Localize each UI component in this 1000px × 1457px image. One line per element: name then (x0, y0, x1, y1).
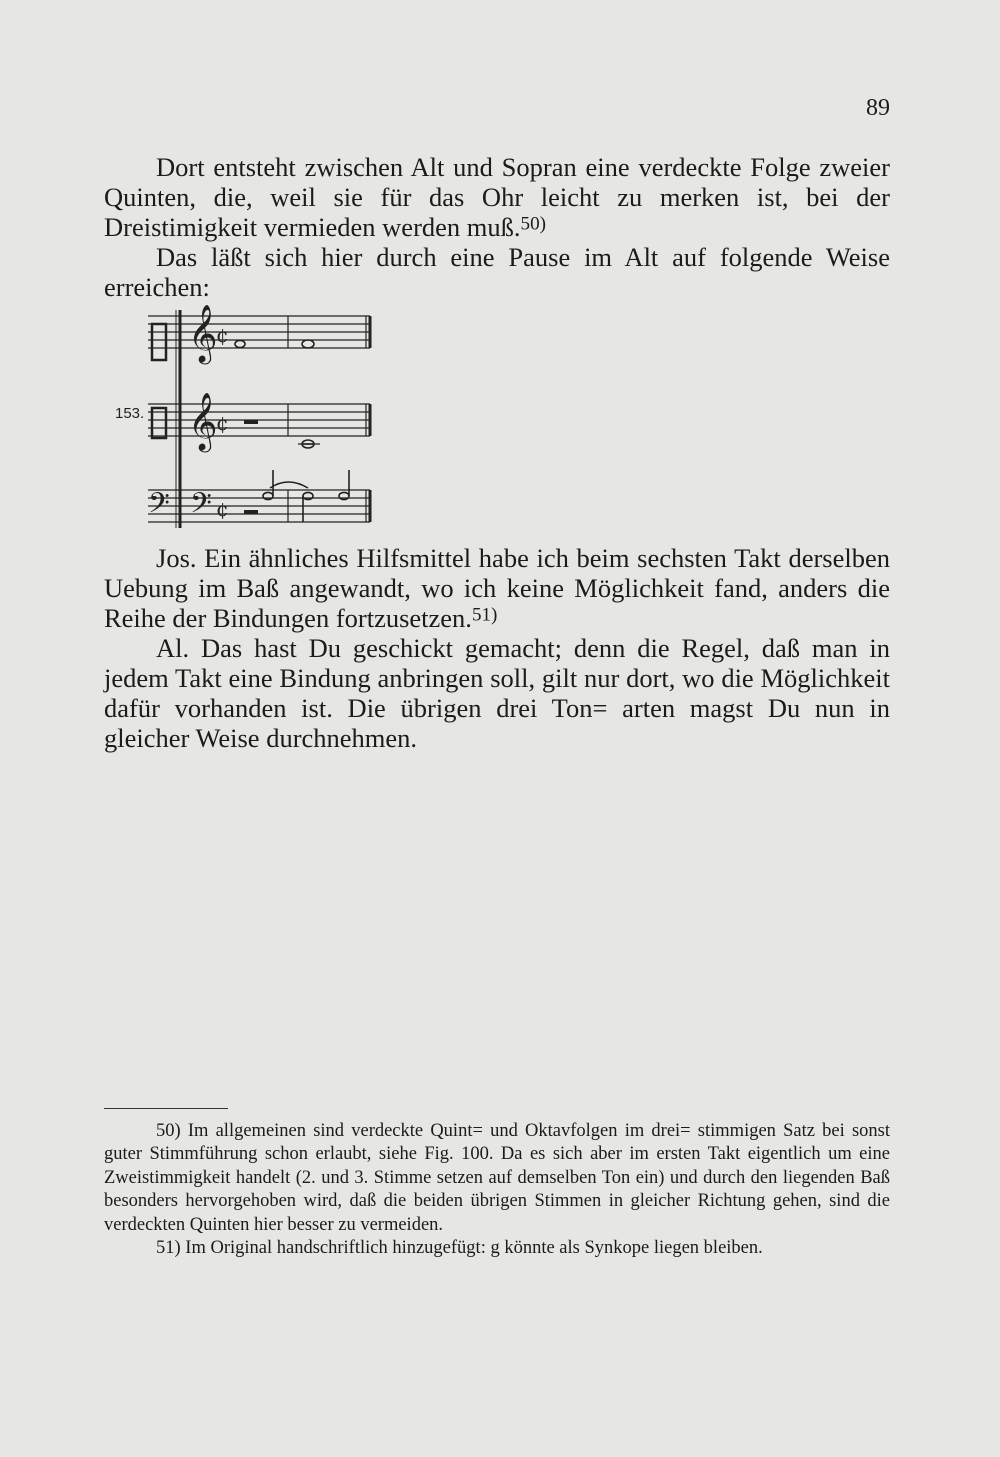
tie (270, 482, 308, 488)
common-time-icon: ¢ (216, 323, 229, 347)
bass-clef-icon: 𝄢 (190, 487, 212, 527)
text-block-bottom (104, 543, 890, 753)
paragraph-text: Dort entsteht zwischen Alt und Sopran eine verdeckte Folge zweier Quinten, die, weil sie für das Ohr leicht zu merken ist, bei der Dreistimigkeit vermieden werden muß. (104, 152, 890, 242)
paragraph (104, 543, 890, 633)
footnote-51: 51) Im Original handschriftlich hinzugefügt: g könnte als Synkope liegen bleiben. (156, 1238, 763, 1259)
example-label: 153. (115, 405, 145, 422)
footnote-50: 50) Im allgemeinen sind verdeckte Quint= und Oktavfolgen im drei= stimmigen Satz bei sonst guter Stimmführung schon erlaubt, siehe Fig. 100. Da es sich aber im ersten Takt eigentlich um eine Zweistimmigkeit handelt (2. und 3. Stimme setzen auf demselben Ton ein) und durch den liegenden Baß besonders hervorgehoben wird, daß die beiden übrigen Stimmen in gleicher Richtung gehen, sind die verdeckten Quinten hier besser zu vermeiden. (104, 1121, 890, 1235)
common-time-icon: ¢ (216, 411, 229, 435)
whole-note (302, 340, 314, 348)
footnote-ref-50[interactable]: 50) (520, 213, 546, 235)
paragraph (104, 152, 890, 242)
half-rest (244, 510, 258, 514)
paragraph: Al. Das hast Du geschickt gemacht; denn die Regel, daß man in jedem Takt eine Bindung anbringen soll, gilt nur dort, wo die Möglichkeit dafür vorhanden ist. Die übrigen drei Ton= arten magst Du nun in gleicher Weise durchnehmen. (104, 633, 890, 753)
footnote-divider (104, 1108, 228, 1109)
page-number: 89 (866, 95, 890, 121)
footnotes (104, 1120, 890, 1260)
paragraph-text: Jos. Ein ähnliches Hilfsmittel habe ich beim sechsten Takt derselben Uebung im Baß angewandt, wo ich keine Möglichkeit fand, anders die Reihe der Bindungen fortzusetzen. (104, 543, 890, 633)
music-example-153 (112, 300, 392, 540)
whole-note (235, 340, 245, 347)
treble-clef-icon: 𝄞 (188, 304, 218, 362)
half-rest (244, 420, 258, 424)
footnote-ref-51[interactable]: 51) (471, 604, 498, 626)
treble-clef-icon: 𝄞 (188, 392, 218, 450)
common-time-icon: ¢ (216, 497, 229, 521)
bass-clef-icon: 𝄢 (148, 487, 170, 527)
paragraph: Das läßt sich hier durch eine Pause im Alt auf folgende Weise erreichen: (104, 242, 890, 302)
music-score (112, 300, 392, 540)
text-block-top (104, 152, 890, 302)
